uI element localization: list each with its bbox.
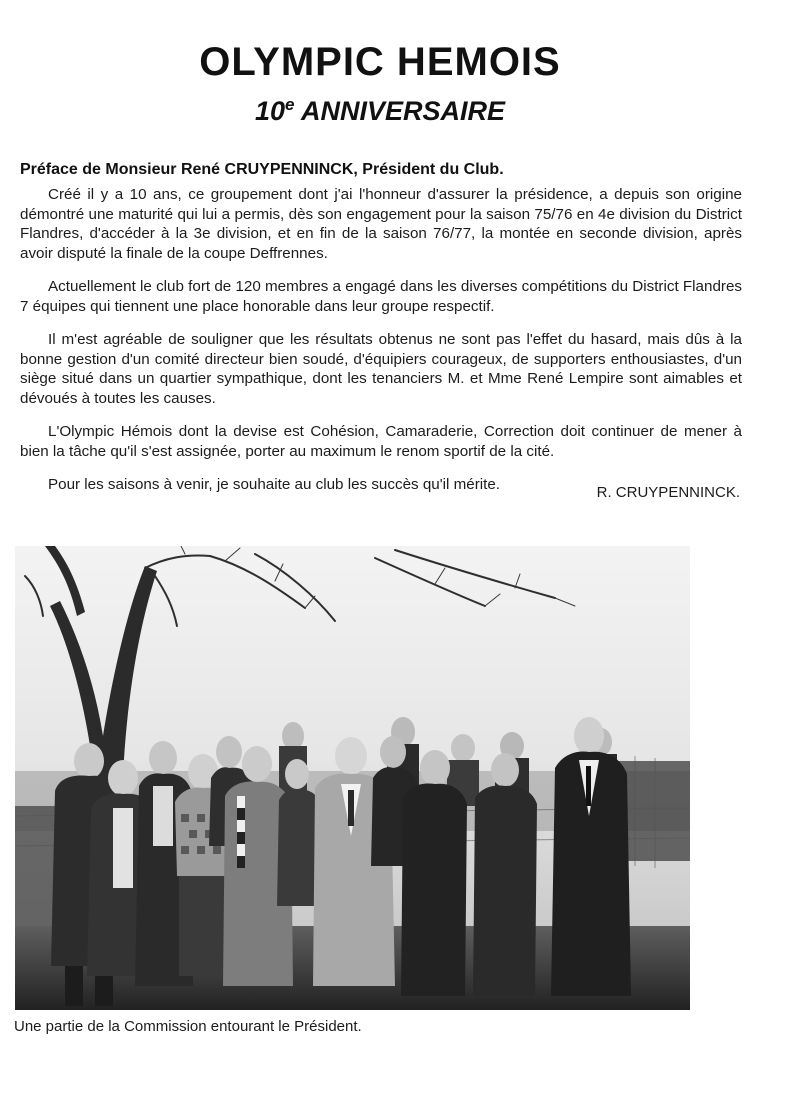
subtitle-text: ANNIVERSAIRE xyxy=(294,96,506,126)
photo-caption: Une partie de la Commission entourant le Président. xyxy=(14,1018,362,1035)
page-subtitle xyxy=(0,96,760,127)
subtitle-ordinal-suffix: e xyxy=(285,95,295,114)
group-photo xyxy=(15,546,690,1010)
preface-body xyxy=(20,185,742,509)
page-title: OLYMPIC HEMOIS xyxy=(199,40,561,84)
preface-heading: Préface de Monsieur René CRUYPENNINCK, Président du Club. xyxy=(20,161,504,178)
subtitle-number: 10 xyxy=(254,96,286,126)
preface-paragraph-1: Créé il y a 10 ans, ce groupement dont j'ai l'honneur d'assurer la présidence, a depuis son origine démontré une maturité qui lui a permis, dès son engagement pour la saison 75/76 en 4e division du District Flandres, d'accéder à la 3e division, et en fin de la saison 76/77, la montée en seconde division, après avoir disputé la finale de la coupe Deffrennes. xyxy=(20,186,742,262)
signature: R. CRUYPENNINCK. xyxy=(596,484,740,501)
preface-paragraph-4: L'Olympic Hémois dont la devise est Cohésion, Camaraderie, Correction doit continuer de mener à bien la tâche qu'il s'est assignée, porter au maximum le renom sportif de la cité. xyxy=(20,423,742,460)
preface-paragraph-5: Pour les saisons à venir, je souhaite au club les succès qu'il mérite. xyxy=(48,476,501,493)
preface-paragraph-2: Actuellement le club fort de 120 membres a engagé dans les diverses compétitions du District Flandres 7 équipes qui tiennent une place honorable dans leur groupe respectif. xyxy=(20,278,742,315)
preface-paragraph-3: Il m'est agréable de souligner que les résultats obtenus ne sont pas l'effet du hasard, mais dûs à la bonne gestion d'un comité directeur bien soudé, d'équipiers courageux, de supporters enthousiastes, d'un siège situé dans un quartier sympathique, dont les tenanciers M. et Mme René Lempire sont aimables et dévoués à toutes les causes. xyxy=(20,331,742,407)
